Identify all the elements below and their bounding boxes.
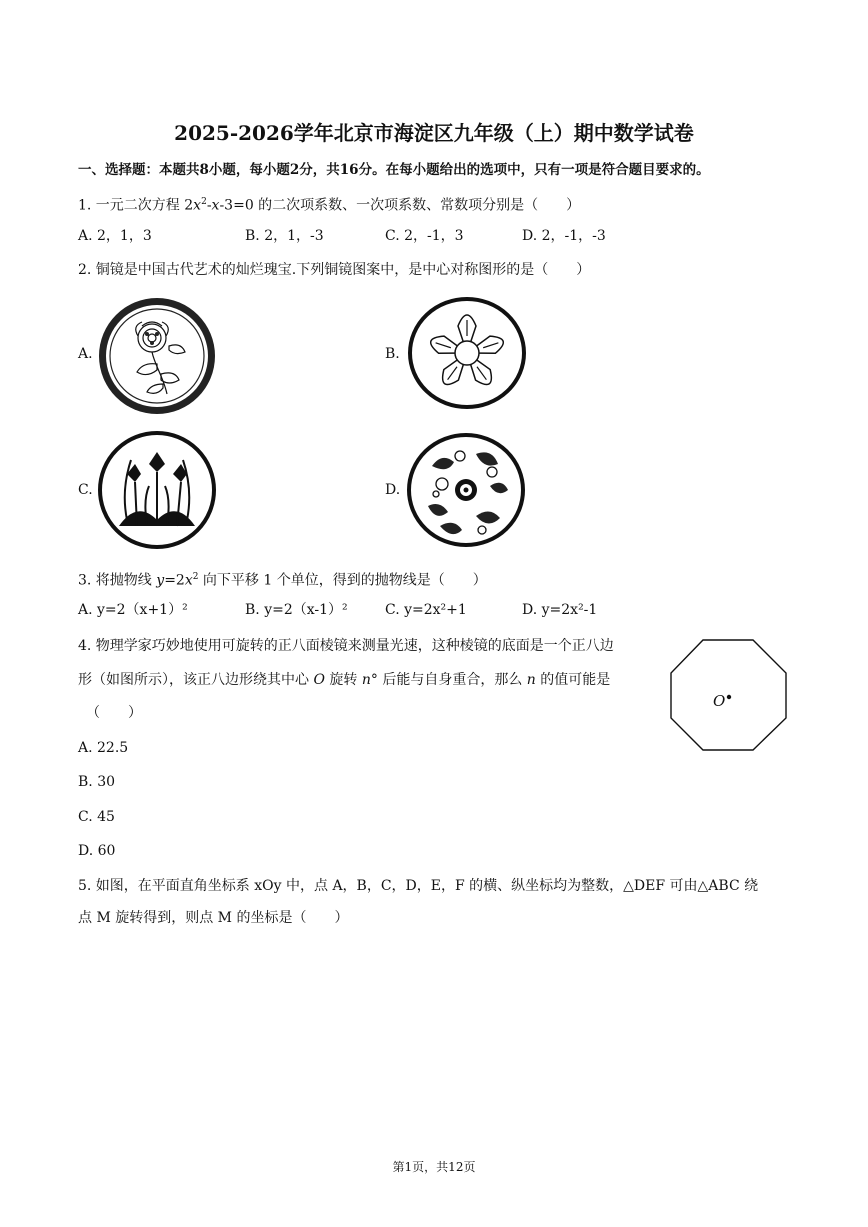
q4-option-d: D. 60 [78, 843, 116, 859]
section-heading: 一、选择题：本题共8小题，每小题2分，共16分。在每小题给出的选项中，只有一项是符合题目要求的。 [78, 162, 710, 178]
question-4-line-3: （ ） [86, 705, 142, 721]
q1-option-b: B. 2，1，-3 [245, 228, 324, 244]
q2-label-d: D. [385, 482, 401, 498]
exam-title: 2025-2026学年北京市海淀区九年级（上）期中数学试卷 [174, 121, 694, 145]
question-1-stem: 1. 一元二次方程 $2x^2-x-3=0$ 的二次项系数、一次项系数、常数项分别是（ ） [78, 197, 581, 214]
q2-label-c: C. [78, 482, 93, 498]
q1-option-c: C. 2，-1，3 [385, 228, 464, 244]
q1-option-a: A. 2，1，3 [78, 228, 152, 244]
page-footer: 第1页，共12页 [392, 1160, 476, 1174]
q4-option-a: A. 22.5 [78, 740, 129, 756]
q4-option-b: B. 30 [78, 774, 116, 790]
q3-option-b: B. y=2（x-1）² [245, 602, 348, 618]
question-4-line-1: 4. 物理学家巧妙地使用可旋转的正八面棱镜来测量光速，这种棱镜的底面是一个正八边 [78, 638, 614, 654]
mirror-b-flower-image [406, 296, 528, 410]
q1-option-d: D. 2，-1，-3 [522, 228, 606, 244]
mirror-c-orchid-image [97, 430, 217, 550]
q3-option-d: D. y=2x²-1 [522, 602, 598, 618]
question-4-line-2: 形（如图所示），该正八边形绕其中心 O 旋转 n° 后能与自身重合，那么 n 的值可能是 [78, 672, 611, 688]
q2-label-a: A. [78, 346, 93, 362]
octagon-figure [668, 636, 788, 754]
question-5-line-2: 点 M 旋转得到，则点 M 的坐标是（ ） [78, 910, 349, 926]
octagon-center-label: O [713, 692, 726, 710]
q4-option-c: C. 45 [78, 809, 115, 825]
q3-option-c: C. y=2x²+1 [385, 602, 467, 618]
question-2-stem: 2. 铜镜是中国古代艺术的灿烂瑰宝.下列铜镜图案中，是中心对称图形的是（ ） [78, 262, 591, 278]
q2-label-b: B. [385, 346, 400, 362]
question-3-stem: 3. 将抛物线 $y=2x^2$ 向下平移 1 个单位，得到的抛物线是（ ） [78, 572, 487, 589]
mirror-d-floral-pattern-image [406, 432, 526, 548]
mirror-a-peony-image [97, 296, 217, 416]
question-5-line-1: 5. 如图，在平面直角坐标系 xOy 中，点 A，B，C，D，E，F 的横、纵坐标均为整数，△DEF 可由△ABC 绕 [78, 878, 759, 894]
q3-option-a: A. y=2（x+1）² [78, 602, 188, 618]
